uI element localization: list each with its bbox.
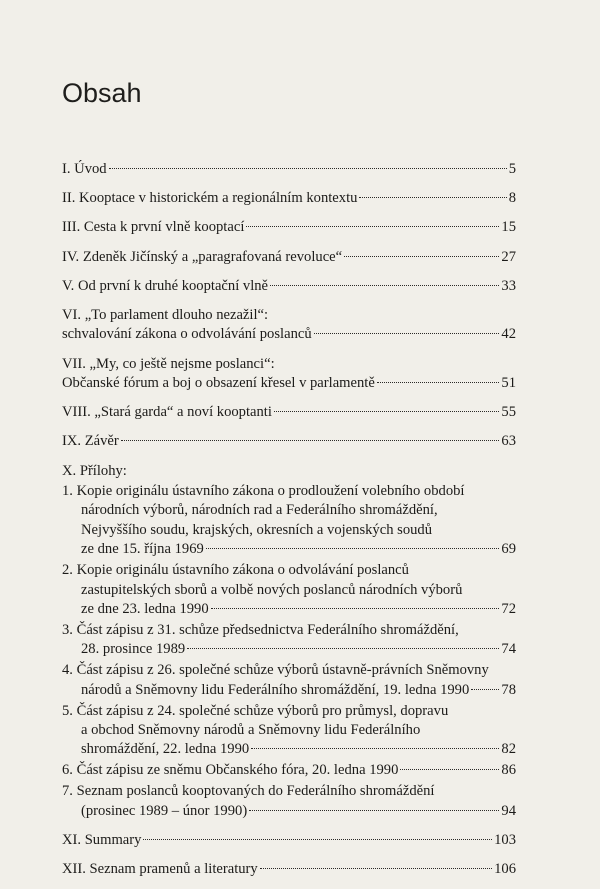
page-number: 78 — [501, 681, 516, 698]
toc-entry-text: 4. Část zápisu z 26. společné schůze výborů ústavně-právních Sněmovny — [62, 662, 489, 679]
toc-entry-text: shromáždění, 22. ledna 1990 — [81, 741, 250, 758]
leader-dots — [109, 168, 507, 169]
toc-appendix-entry — [62, 621, 516, 660]
toc-appendix-entry — [62, 661, 516, 700]
toc-entry-text: I. Úvod — [62, 161, 107, 177]
page-number: 8 — [508, 190, 516, 207]
toc-entry-text: 3. Část zápisu z 31. schůze předsednictva Federálního shromáždění, — [62, 621, 459, 638]
toc-entry-text: ze dne 15. října 1969 — [81, 541, 204, 558]
toc-line — [62, 540, 516, 559]
page-number: 74 — [501, 641, 516, 658]
toc-line — [62, 325, 516, 344]
page-number: 33 — [501, 277, 516, 294]
toc-entry-text: 7. Seznam poslanců kooptovaných do Federálního shromáždění — [62, 783, 435, 800]
toc-entry — [62, 306, 516, 345]
toc-line — [62, 248, 516, 267]
page-number: 69 — [501, 541, 516, 558]
leader-dots — [260, 868, 492, 869]
toc-appendix-entry — [62, 761, 516, 780]
toc-entry-text: ze dne 23. ledna 1990 — [81, 600, 209, 617]
toc-entry — [62, 277, 516, 296]
toc-entry-text: V. Od první k druhé kooptační vlně — [62, 277, 269, 294]
page-number: 94 — [501, 802, 516, 819]
toc-line — [62, 355, 516, 374]
page-number: 42 — [501, 326, 516, 343]
leader-dots — [344, 256, 499, 257]
toc-entry — [62, 160, 516, 179]
toc-line — [62, 432, 516, 451]
toc-line — [62, 306, 516, 325]
toc-line — [62, 640, 516, 659]
page-number: 15 — [501, 219, 516, 236]
table-of-contents — [62, 160, 516, 889]
toc-entry — [62, 218, 516, 237]
toc-entry-text: Nejvyššího soudu, krajských, okresních a vojenských soudů — [81, 521, 433, 538]
toc-line — [62, 521, 516, 540]
toc-line — [62, 581, 516, 600]
toc-line — [62, 860, 516, 879]
toc-entry — [62, 355, 516, 394]
toc-line — [62, 702, 516, 721]
toc-entry-text: XI. Summary — [62, 831, 142, 848]
toc-entry-text: schvalování zákona o odvolávání poslanců — [62, 326, 312, 343]
toc-line — [62, 600, 516, 619]
page-number: 5 — [508, 161, 516, 177]
toc-line — [62, 782, 516, 801]
toc-line — [62, 661, 516, 680]
leader-dots — [400, 769, 499, 770]
leader-dots — [187, 648, 499, 649]
toc-entry-text: (prosinec 1989 – únor 1990) — [81, 802, 248, 819]
leader-dots — [246, 226, 499, 227]
toc-entry-text: Občanské fórum a boj o obsazení křesel v parlamentě — [62, 375, 375, 392]
toc-line — [62, 681, 516, 700]
toc-entry — [62, 831, 516, 850]
toc-line — [62, 761, 516, 780]
toc-line — [62, 403, 516, 422]
toc-line — [62, 218, 516, 237]
toc-entry-text: VI. „To parlament dlouho nezažil“: — [62, 307, 269, 324]
toc-entry — [62, 432, 516, 451]
toc-entry-text: IX. Závěr — [62, 433, 119, 450]
leader-dots — [359, 197, 506, 198]
page-title: Obsah — [62, 78, 142, 108]
toc-entry — [62, 248, 516, 267]
toc-entry-text: 1. Kopie originálu ústavního zákona o prodloužení volebního období — [62, 483, 465, 500]
toc-entry-text: 28. prosince 1989 — [81, 641, 186, 658]
leader-dots — [143, 839, 492, 840]
toc-entry-text: národních výborů, národních rad a Federálního shromáždění, — [81, 502, 438, 519]
leader-dots — [121, 440, 500, 441]
page-number: 82 — [501, 741, 516, 758]
toc-line — [62, 374, 516, 393]
appendix-section — [62, 462, 516, 821]
toc-line — [62, 740, 516, 759]
toc-entry-text: III. Cesta k první vlně kooptací — [62, 219, 245, 236]
toc-entry — [62, 403, 516, 422]
leader-dots — [249, 810, 499, 811]
toc-line — [62, 482, 516, 501]
toc-entry-text: VII. „My, co ještě nejsme poslanci“: — [62, 355, 275, 372]
toc-entry-text: a obchod Sněmovny národů a Sněmovny lidu Federálního — [81, 721, 421, 738]
toc-line — [62, 189, 516, 208]
leader-dots — [251, 748, 499, 749]
toc-entry-text: XII. Seznam pramenů a literatury — [62, 860, 258, 877]
toc-line — [62, 831, 516, 850]
toc-line — [62, 501, 516, 520]
leader-dots — [274, 411, 499, 412]
toc-entry-text: zastupitelských sborů a volbě nových poslanců národních výborů — [81, 581, 463, 598]
toc-appendix-entry — [62, 702, 516, 760]
toc-line — [62, 277, 516, 296]
page-number: 63 — [501, 433, 516, 450]
page-number: 86 — [501, 762, 516, 779]
leader-dots — [377, 382, 500, 383]
leader-dots — [270, 285, 499, 286]
toc-entry-text: VIII. „Stará garda“ a noví kooptanti — [62, 404, 272, 421]
page-number: 51 — [501, 375, 516, 392]
toc-line — [62, 160, 516, 179]
appendix-title: X. Přílohy: — [62, 462, 127, 479]
leader-dots — [211, 608, 500, 609]
page-number: 72 — [501, 600, 516, 617]
page-number: 55 — [501, 404, 516, 421]
toc-line — [62, 721, 516, 740]
toc-entry-text: národů a Sněmovny lidu Federálního shromáždění, 19. ledna 1990 — [81, 681, 470, 698]
toc-entry-text: 6. Část zápisu ze sněmu Občanského fóra, 20. ledna 1990 — [62, 762, 399, 779]
toc-line — [62, 561, 516, 580]
toc-entry — [62, 860, 516, 879]
toc-entry — [62, 189, 516, 208]
toc-line — [62, 621, 516, 640]
toc-appendix-entry — [62, 482, 516, 560]
toc-entry-text: II. Kooptace v historickém a regionálním kontextu — [62, 190, 358, 207]
leader-dots — [206, 548, 500, 549]
toc-entry-text: 5. Část zápisu z 24. společné schůze výborů pro průmysl, dopravu — [62, 702, 449, 719]
leader-dots — [471, 689, 499, 690]
toc-entry-text: IV. Zdeněk Jičínský a „paragrafovaná revoluce“ — [62, 248, 343, 265]
toc-appendix-entry — [62, 561, 516, 619]
page-number: 27 — [501, 248, 516, 265]
leader-dots — [314, 333, 500, 334]
page-number: 103 — [494, 831, 516, 848]
page-number: 106 — [494, 860, 516, 877]
toc-appendix-entry — [62, 782, 516, 821]
toc-entry-text: 2. Kopie originálu ústavního zákona o odvolávání poslanců — [62, 562, 409, 579]
toc-line — [62, 802, 516, 821]
